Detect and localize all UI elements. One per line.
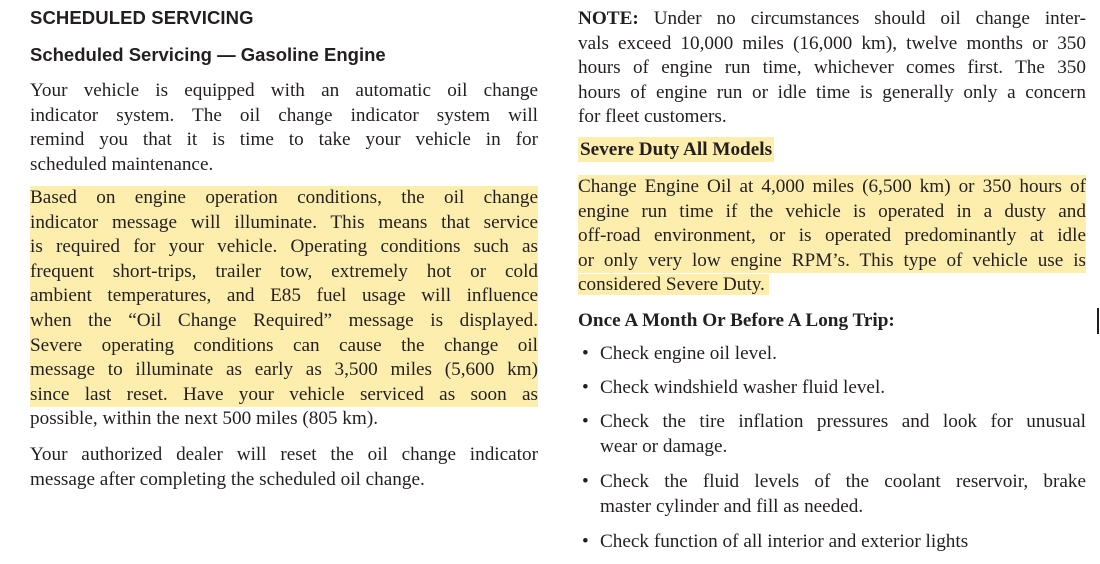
highlighted-text: considered Severe Duty.	[578, 274, 769, 295]
text-line: remind you that it is time to take your vehicle in for	[30, 129, 538, 151]
intro-paragraph	[30, 79, 538, 177]
text-line: scheduled maintenance.	[30, 153, 214, 175]
text-line: message after completing the scheduled oil change.	[30, 468, 425, 490]
section-title: SCHEDULED SERVICING	[30, 7, 254, 28]
note-paragraph	[578, 7, 1086, 130]
severe-duty-paragraph	[578, 175, 1086, 298]
highlighted-line: message to illuminate as early as 3,500 miles (5,600 km)	[30, 358, 538, 383]
highlighted-line: Severe operating conditions can cause the change oil	[30, 334, 538, 359]
highlighted-line: Based on engine operation conditions, the oil change	[30, 186, 538, 211]
text-line: possible, within the next 500 miles (805 km).	[30, 408, 379, 430]
highlighted-line: frequent short-trips, trailer tow, extremely hot or cold	[30, 260, 538, 285]
text-line: vals exceed 10,000 miles (16,000 km), twelve months or 350	[578, 32, 1086, 54]
note-label: NOTE:	[578, 8, 639, 29]
list-item-text: Check the fluid levels of the coolant reservoir, brake	[600, 471, 1086, 492]
list-item-text: wear or damage.	[600, 435, 728, 457]
text-line: hours of engine run time, whichever comes first. The 350	[578, 57, 1086, 79]
bullet-icon: •	[582, 377, 589, 398]
highlighted-line: is required for your vehicle. Operating conditions such as	[30, 235, 538, 260]
sub-title: Scheduled Servicing — Gasoline Engine	[30, 44, 386, 65]
text-line	[578, 273, 1086, 298]
text-cursor	[1097, 308, 1099, 334]
monthly-check-heading: Once A Month Or Before A Long Trip:	[578, 310, 895, 331]
highlighted-line: when the “Oil Change Required” message is displayed.	[30, 309, 538, 334]
bullet-icon: •	[582, 343, 589, 364]
list-item-text: master cylinder and fill as needed.	[600, 495, 864, 517]
list-item-text: Check the tire inflation pressures and look for unusual	[600, 411, 1086, 432]
list-item-text: Check windshield washer fluid level.	[600, 377, 886, 398]
text-line: Your authorized dealer will reset the oil change indicator	[30, 444, 538, 465]
dealer-reset-paragraph	[30, 443, 538, 492]
highlighted-line: since last reset. Have your vehicle serviced as soon as	[30, 383, 538, 408]
text-line	[578, 7, 1086, 32]
severe-duty-heading-text: Severe Duty All Models	[580, 139, 773, 160]
highlighted-line: engine run time if the vehicle is operated in a dusty and	[578, 200, 1086, 225]
highlighted-line: indicator message will illuminate. This means that service	[30, 211, 538, 236]
text-line: Your vehicle is equipped with an automatic oil change	[30, 80, 538, 101]
text-line: for fleet customers.	[578, 106, 727, 128]
note-text: Under no circumstances should oil change inter-	[638, 8, 1086, 29]
severe-duty-heading	[578, 139, 774, 161]
text-line: hours of engine run or idle time is generally only a concern	[578, 81, 1086, 103]
highlighted-line: ambient temperatures, and E85 fuel usage will influence	[30, 284, 538, 309]
text-line: indicator system. The oil change indicator system will	[30, 104, 538, 126]
highlighted-line: off-road environment, or is operated predominantly at idle	[578, 224, 1086, 249]
highlighted-line: or only very low engine RPM’s. This type of vehicle use is	[578, 249, 1086, 274]
list-item-text: Check engine oil level.	[600, 343, 777, 364]
bullet-icon: •	[582, 471, 589, 492]
list-item-text: Check function of all interior and exterior lights	[600, 531, 969, 552]
highlighted-line: Change Engine Oil at 4,000 miles (6,500 km) or 350 hours of	[578, 175, 1086, 200]
operation-conditions-paragraph	[30, 186, 538, 432]
bullet-icon: •	[582, 411, 589, 432]
bullet-icon: •	[582, 531, 589, 552]
